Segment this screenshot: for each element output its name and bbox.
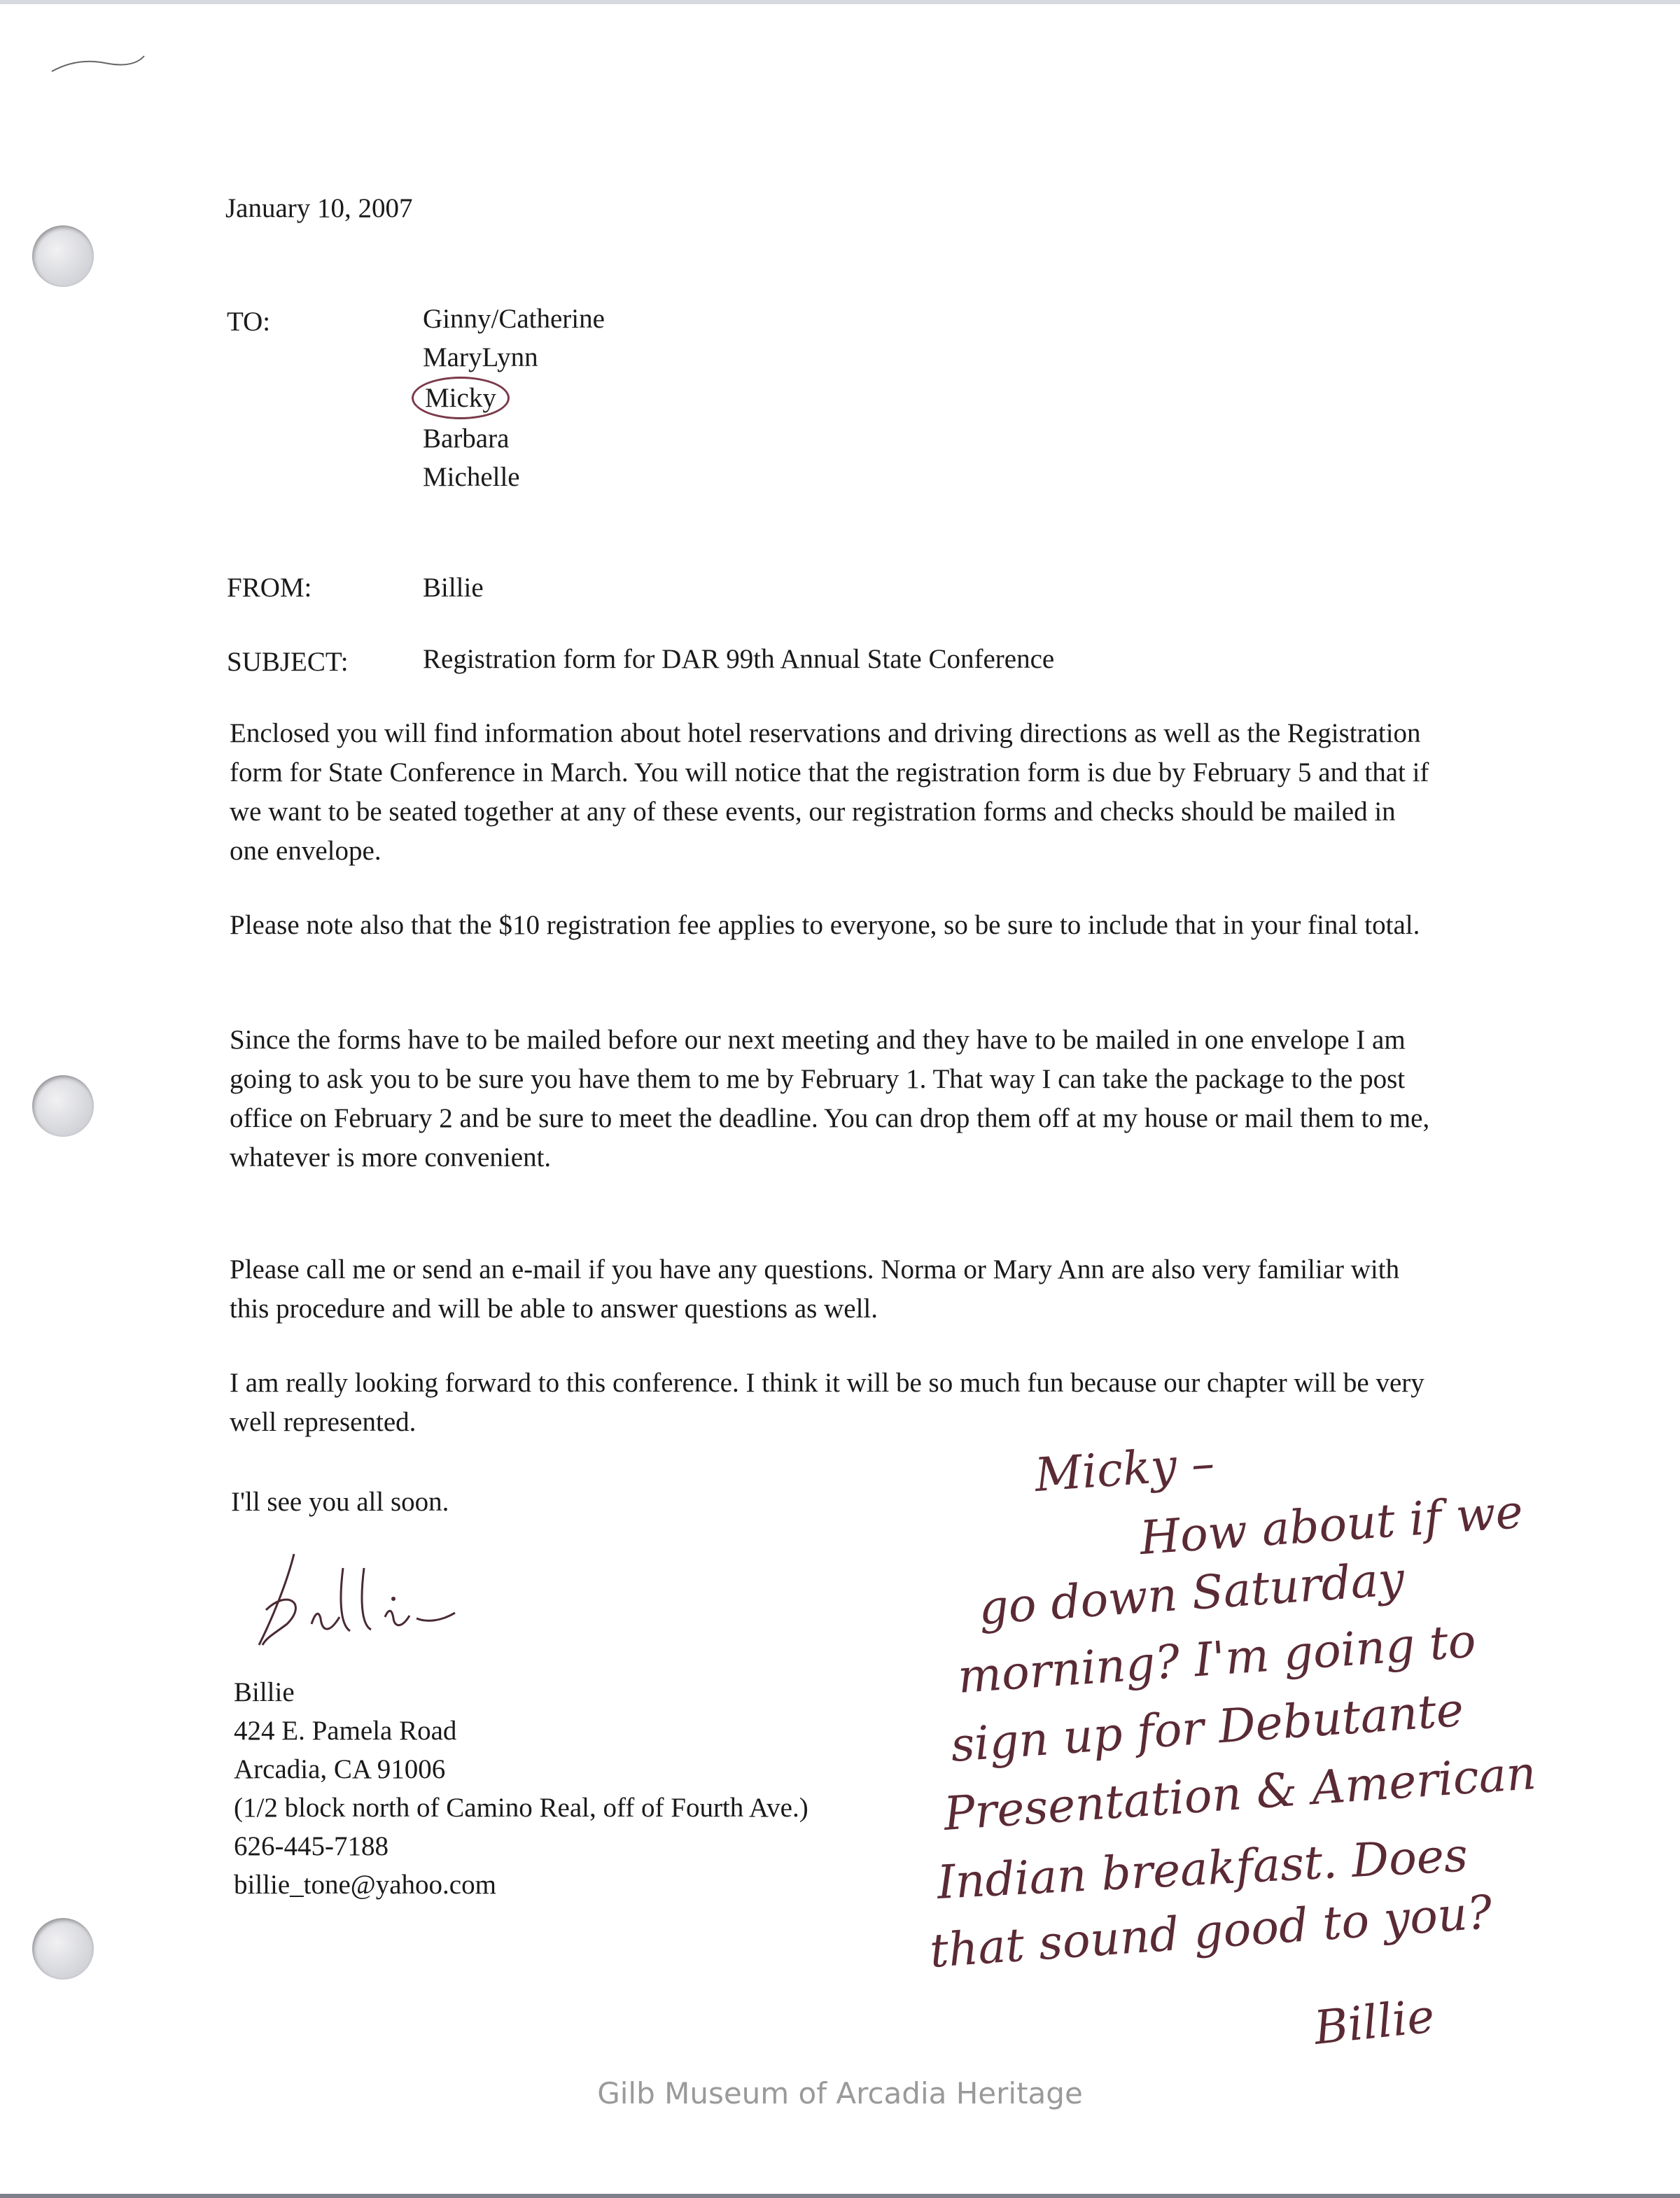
from-value: Billie [423,573,484,603]
recipient: Michelle [423,462,520,492]
binder-hole-middle [32,1075,94,1137]
binder-hole-top [32,225,94,287]
recipient: Barbara [423,424,510,454]
note-line: that sound good to you? [927,1885,1494,1978]
recipient-circled [423,377,605,419]
body-paragraph: Since the forms have to be mailed before our next meeting and they have to be mailed in one envelope I am going to ask you to be sure you have them to me by February 1. That way I can take the package to the post office on February 2 and be sure to meet the deadline. You can drop them off at my house or mail them to me, whatever is more convenient. [230,1025,1430,1172]
note-line: Indian breakfast. Does [935,1828,1469,1910]
scan-top-edge [0,0,1680,4]
body-paragraph: Please note also that the $10 registration fee applies to everyone, so be sure to include that in your final total. [230,910,1420,940]
recipient-list [423,300,605,496]
address-line: Billie [234,1677,295,1707]
from-label: FROM: [227,573,312,603]
subject-label: SUBJECT: [227,647,349,677]
note-line: sign up for Debutante [948,1682,1466,1772]
body-paragraph: Enclosed you will find information about hotel reservations and driving directions as well as the Registration form for State Conference in March. You will notice that the registration form is due by February 5 and that if we want to be seated together at any of these events, our registration forms and checks should be mailed in one envelope. [230,718,1429,866]
recipient: Ginny/Catherine [423,304,605,334]
pen-mark [49,50,147,78]
handwritten-note [903,1428,1673,2058]
address-line: Arcadia, CA 91006 [234,1754,446,1784]
address-email: billie_tone@yahoo.com [234,1870,496,1900]
closing-line: I'll see you all soon. [231,1487,449,1517]
address-line: (1/2 block north of Camino Real, off of Fourth Ave.) [234,1793,808,1823]
body-paragraph: I am really looking forward to this conference. I think it will be so much fun because our chapter will be very well represented. [230,1368,1424,1437]
to-label: TO: [227,307,271,337]
address-line: 424 E. Pamela Road [234,1716,457,1746]
note-line: Presentation & American [941,1746,1538,1841]
note-signature: Billie [1311,1989,1437,2055]
note-line: go down Saturday [976,1551,1406,1635]
recipient: MaryLynn [423,342,538,372]
note-line: Micky – [1032,1436,1217,1502]
museum-watermark: Gilb Museum of Arcadia Heritage [597,2076,1083,2110]
address-phone: 626-445-7188 [234,1831,388,1861]
binder-hole-bottom [32,1918,94,1980]
handwritten-signature [245,1540,476,1666]
note-line: morning? I'm going to [955,1614,1478,1704]
subject-value: Registration form for DAR 99th Annual State Conference [423,644,1055,674]
body-paragraph: Please call me or send an e-mail if you have any questions. Norma or Mary Ann are also very familiar with this procedure and will be able to answer questions as well. [230,1254,1400,1324]
scan-bottom-edge [0,2194,1680,2198]
memo-date: January 10, 2007 [225,193,413,223]
sender-address [234,1673,808,1904]
note-line: How about if we [1138,1484,1525,1565]
recipient-name: Micky [412,377,510,419]
